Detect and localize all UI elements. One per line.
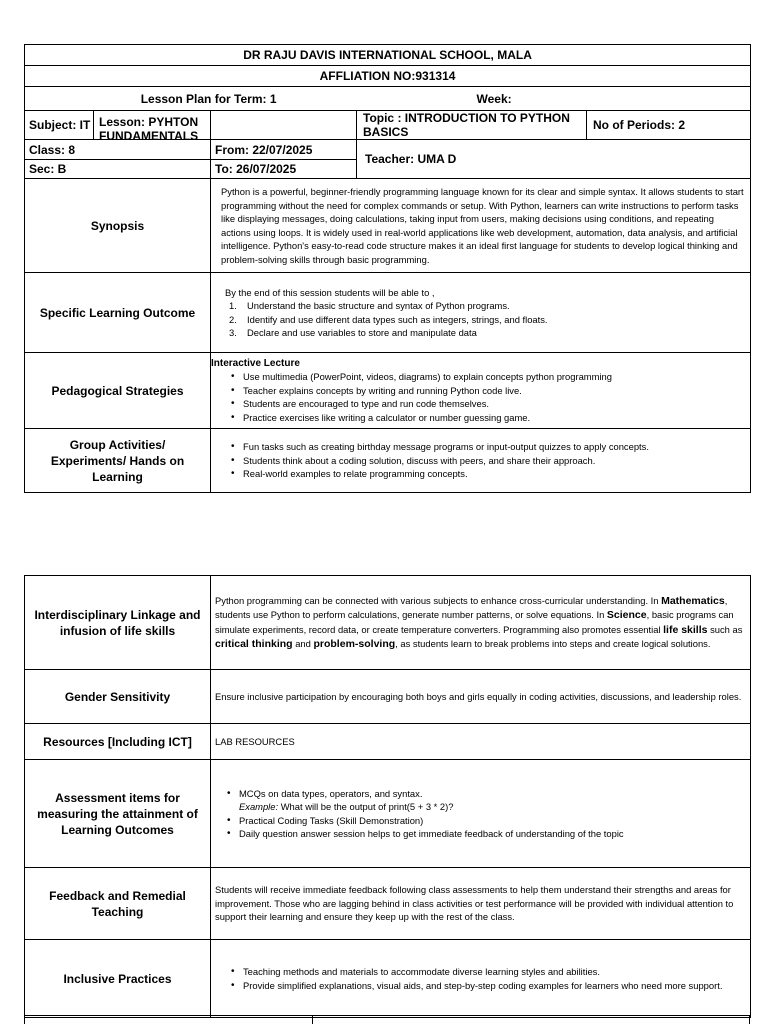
group-activities-content: [211, 429, 751, 493]
gender-sensitivity-label: Gender Sensitivity: [25, 670, 211, 724]
list-item: • Teaching methods and materials to accommodate diverse learning styles and abilities.: [221, 965, 744, 979]
school-name: DR RAJU DAVIS INTERNATIONAL SCHOOL, MALA: [25, 45, 751, 66]
list-item: • MCQs on data types, operators, and syntax. Example: What will be the output of print(5 + 3 * 2)?: [217, 787, 744, 814]
feedback-label: Feedback and Remedial Teaching: [25, 868, 211, 940]
synopsis-label: Synopsis: [25, 179, 211, 273]
learning-outcome-label: Specific Learning Outcome: [25, 273, 211, 353]
lesson-label: Lesson: PYHTON FUNDAMENTALS: [99, 115, 199, 143]
list-item: • Practice exercises like writing a calculator or number guessing game.: [221, 411, 744, 425]
inclusive-practices-content: [211, 940, 751, 1018]
teacher-label: Teacher: UMA D: [357, 140, 751, 179]
term-label: Lesson Plan for Term: 1: [25, 87, 357, 111]
list-item: 3. Declare and use variables to store and manipulate data: [229, 327, 477, 338]
inclusive-practices-label: Inclusive Practices: [25, 940, 211, 1018]
periods-label: No of Periods: 2: [587, 111, 751, 140]
class-label: Class: 8: [25, 140, 211, 160]
lesson-plan-table-top: [24, 44, 751, 493]
list-item: 2. Identify and use different data types such as integers, strings, and floats.: [229, 313, 548, 325]
learning-outcome-content: [211, 273, 751, 353]
resources-text: LAB RESOURCES: [211, 724, 751, 760]
pedagogy-list: [211, 370, 744, 424]
feedback-text: Students will receive immediate feedback following class assessments to help them understand their strengths and areas for improvement. Those who are lagging behind in class activities or test performance will be provided with individual attention to support their learning and ensure they keep up with the rest of the class.: [211, 868, 751, 940]
section-label: Sec: B: [25, 160, 211, 179]
inclusive-list: [221, 965, 744, 992]
lesson-plan-table-bottom: [24, 575, 751, 1018]
list-item: • Provide simplified explanations, visual aids, and step-by-step coding examples for learners who need more support.: [221, 979, 744, 993]
list-item: • Use multimedia (PowerPoint, videos, diagrams) to explain concepts python programming: [221, 370, 744, 384]
group-activities-label: Group Activities/ Experiments/ Hands on Learning: [25, 429, 211, 493]
week-label: Week:: [357, 87, 751, 111]
interdisciplinary-text: Python programming can be connected with various subjects to enhance cross-curricular understanding. In Mathematics, students use Python to perform calculations, generate number patterns, or solve equations. In Science, basic programs can simulate experiments, record data, or create temperature converters. Programming also promotes essential life skills such as critical thinking and problem-solving, as students learn to break problems into steps and create logical solutions.: [211, 576, 751, 670]
list-item: • Teacher explains concepts by writing and running Python code live.: [221, 384, 744, 398]
list-item: • Real-world examples to relate programming concepts.: [221, 467, 744, 481]
list-item: • Fun tasks such as creating birthday message programs or input-output quizzes to apply concepts.: [221, 440, 744, 454]
list-item: • Students are encouraged to type and run code themselves.: [221, 397, 744, 411]
gender-sensitivity-text: Ensure inclusive participation by encouraging both boys and girls equally in coding activities, discussions, and leadership roles.: [211, 670, 751, 724]
list-item: • Practical Coding Tasks (Skill Demonstration): [217, 814, 744, 828]
list-item: 1. Understand the basic structure and syntax of Python programs.: [229, 300, 510, 311]
pedagogical-strategies-content: [211, 353, 751, 429]
assessment-list: [217, 787, 744, 841]
assessment-label: Assessment items for measuring the attainment of Learning Outcomes: [25, 760, 211, 868]
resources-label: Resources [Including ICT]: [25, 724, 211, 760]
learning-outcome-list: [225, 299, 744, 340]
from-date: From: 22/07/2025: [211, 140, 357, 160]
synopsis-text: Python is a powerful, beginner-friendly programming language known for its clear and simple syntax. It allows students to start programming without the need for complex commands or setup. With Python, learners can write instructions to perform tasks like displaying messages, doing calculations, taking input from users, making decisions using conditions, and repeating actions using loops. It is widely used in real-world applications like web development, automation, data analysis, and artificial intelligence. Python's easy-to-read code structure makes it an ideal first language for students to develop logical thinking and problem-solving skills through basic programming.: [211, 179, 751, 273]
list-item: • Students think about a coding solution, discuss with peers, and share their approach.: [221, 454, 744, 468]
pedagogical-strategies-label: Pedagogical Strategies: [25, 353, 211, 429]
interactive-lecture-heading: Interactive Lecture: [211, 357, 300, 369]
subject-label: Subject: IT: [29, 118, 91, 132]
learning-outcome-intro: By the end of this session students will be able to ,: [225, 286, 435, 298]
topic-label: Topic : INTRODUCTION TO PYTHON BASICS: [357, 111, 587, 140]
affiliation-number: AFFLIATION NO:931314: [25, 66, 751, 87]
next-table-row-partial: [24, 1015, 750, 1024]
list-item: • Daily question answer session helps to get immediate feedback of understanding of the topic: [217, 827, 744, 841]
to-date: To: 26/07/2025: [211, 160, 357, 179]
group-activities-list: [211, 440, 744, 481]
assessment-content: [211, 760, 751, 868]
interdisciplinary-label: Interdisciplinary Linkage and infusion of life skills: [25, 576, 211, 670]
